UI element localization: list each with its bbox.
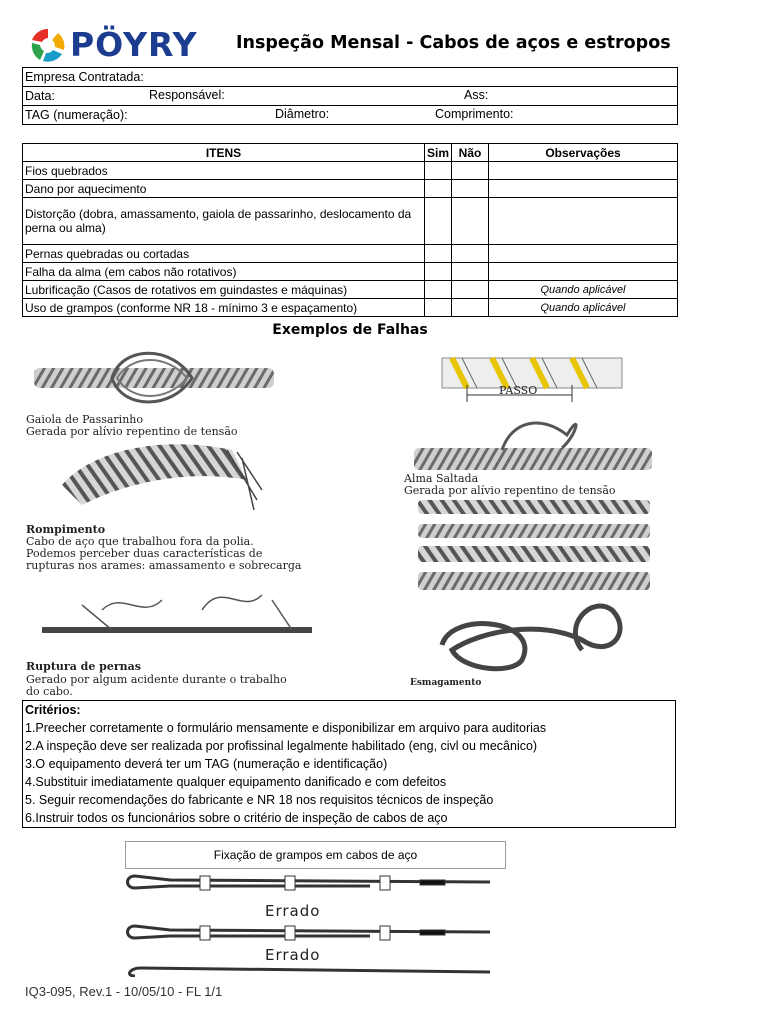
- fixacao-title: Fixação de grampos em cabos de aço: [125, 841, 506, 869]
- criteria-item: 5. Seguir recomendações do fabricante e NR 18 nos requisitos técnicos de inspeção: [25, 793, 494, 807]
- rompimento-title: Rompimento: [26, 523, 106, 536]
- alma-title: Alma Saltada: [404, 472, 479, 485]
- obs-cell[interactable]: [489, 198, 678, 245]
- items-table: [22, 143, 678, 317]
- criteria-box: [22, 700, 676, 828]
- nao-cell[interactable]: [452, 180, 489, 198]
- tag-label: TAG (numeração):: [25, 108, 128, 122]
- gaiola-rope-image: [34, 353, 274, 402]
- errado-label-1: Errado: [265, 902, 321, 920]
- examples-title: Exemplos de Falhas: [272, 322, 428, 338]
- data-row[interactable]: [23, 87, 678, 106]
- criteria-item: 3.O equipamento deverá ter um TAG (numeração e identificação): [25, 757, 388, 771]
- alma-desc: Gerada por alívio repentino de tensão: [404, 484, 616, 497]
- empresa-field[interactable]: [23, 68, 678, 87]
- sim-cell[interactable]: [425, 281, 452, 299]
- failure-examples-illustration: [22, 340, 654, 700]
- obs-cell[interactable]: Quando aplicável: [489, 281, 678, 299]
- item-label: Fios quebrados: [23, 162, 425, 180]
- ruptura-desc-1: Gerado por algum acidente durante o trabalho: [26, 673, 287, 686]
- tag-row[interactable]: [23, 106, 678, 125]
- col-observacoes: Observações: [489, 144, 678, 162]
- rompimento-desc-1: Cabo de aço que trabalhou fora da polia.: [26, 535, 254, 548]
- nao-cell[interactable]: [452, 299, 489, 317]
- item-label: Pernas quebradas ou cortadas: [23, 245, 425, 263]
- item-label: Uso de grampos (conforme NR 18 - mínimo 3 e espaçamento): [23, 299, 425, 317]
- criteria-item: 6.Instruir todos os funcionários sobre o critério de inspeção de cabos de aço: [25, 811, 448, 825]
- nao-cell[interactable]: [452, 198, 489, 245]
- col-itens: ITENS: [23, 144, 425, 162]
- col-sim: Sim: [425, 144, 452, 162]
- obs-cell[interactable]: [489, 162, 678, 180]
- nao-cell[interactable]: [452, 281, 489, 299]
- responsavel-label: Responsável:: [149, 88, 225, 102]
- rope-samples-image: [418, 500, 650, 590]
- col-nao: Não: [452, 144, 489, 162]
- ruptura-desc-2: do cabo.: [26, 685, 73, 698]
- item-label: Lubrificação (Casos de rotativos em guindastes e máquinas): [23, 281, 425, 299]
- obs-cell[interactable]: Quando aplicável: [489, 299, 678, 317]
- sim-cell[interactable]: [425, 198, 452, 245]
- sim-cell[interactable]: [425, 299, 452, 317]
- table-row: [23, 263, 678, 281]
- diametro-label: Diâmetro:: [275, 107, 330, 121]
- sim-cell[interactable]: [425, 180, 452, 198]
- rompimento-desc-3: rupturas nos arames: amassamento e sobrecarga: [26, 559, 302, 572]
- gaiola-desc: Gerada por alívio repentino de tensão: [26, 425, 238, 438]
- comprimento-label: Comprimento:: [435, 107, 514, 121]
- obs-cell[interactable]: [489, 180, 678, 198]
- ruptura-title: Ruptura de pernas: [26, 660, 141, 673]
- clamp-diagram: [120, 872, 510, 977]
- passo-label: PASSO: [499, 384, 538, 397]
- criteria-item: 4.Substituir imediatamente qualquer equipamento danificado e com defeitos: [25, 775, 447, 789]
- table-row: [23, 245, 678, 263]
- page-title: Inspeção Mensal - Cabos de aços e estropos: [236, 33, 671, 53]
- table-row: [23, 162, 678, 180]
- nao-cell[interactable]: [452, 263, 489, 281]
- sim-cell[interactable]: [425, 263, 452, 281]
- data-label: Data:: [25, 89, 55, 103]
- ruptura-rope-image: [42, 595, 312, 630]
- item-label: Falha da alma (em cabos não rotativos): [23, 263, 425, 281]
- info-table: [22, 67, 678, 125]
- logo-text: PÖYRY: [70, 25, 198, 64]
- item-label: Dano por aquecimento: [23, 180, 425, 198]
- criteria-title: Critérios:: [25, 703, 81, 717]
- rompimento-desc-2: Podemos perceber duas características de: [26, 547, 263, 560]
- alma-rope-image: [414, 423, 652, 470]
- errado-label-2: Errado: [265, 946, 321, 964]
- obs-cell[interactable]: [489, 245, 678, 263]
- empresa-label: Empresa Contratada:: [25, 70, 144, 84]
- gaiola-title: Gaiola de Passarinho: [26, 413, 143, 426]
- item-label: Distorção (dobra, amassamento, gaiola de passarinho, deslocamento da perna ou alma): [23, 198, 425, 245]
- ass-label: Ass:: [464, 88, 489, 102]
- nao-cell[interactable]: [452, 245, 489, 263]
- nao-cell[interactable]: [452, 162, 489, 180]
- esmagamento-label: Esmagamento: [410, 678, 482, 688]
- table-row: [23, 180, 678, 198]
- obs-cell[interactable]: [489, 263, 678, 281]
- esmagamento-rope-image: [442, 606, 620, 669]
- criteria-item: 2.A inspeção deve ser realizada por profissinal legalmente habilitado (eng, civl ou mecânico): [25, 739, 538, 753]
- poyry-logo: [28, 26, 218, 66]
- table-row: [23, 198, 678, 245]
- rompimento-rope-image: [62, 444, 262, 510]
- sim-cell[interactable]: [425, 245, 452, 263]
- footer-text: IQ3-095, Rev.1 - 10/05/10 - FL 1/1: [25, 984, 223, 999]
- criteria-item: 1.Preecher corretamente o formulário mensamente e disponibilizar em arquivo para auditorias: [25, 721, 547, 735]
- poyry-swirl-icon: [28, 26, 68, 66]
- table-row: [23, 299, 678, 317]
- sim-cell[interactable]: [425, 162, 452, 180]
- table-row: [23, 281, 678, 299]
